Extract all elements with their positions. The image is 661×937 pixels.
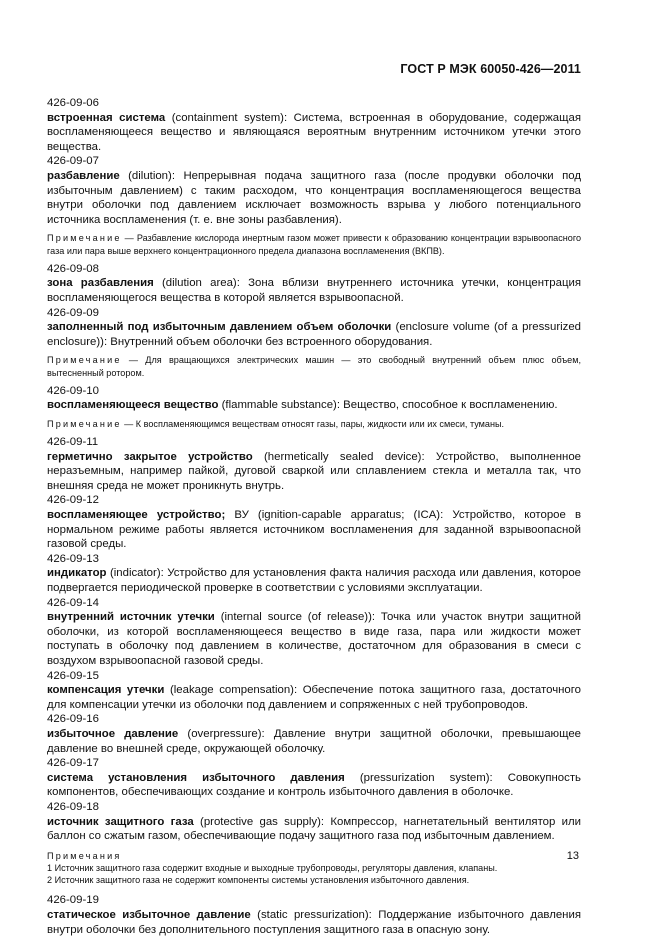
term-entry (47, 596, 581, 669)
term-title: источник защитного газа (47, 815, 194, 828)
term-definition (47, 508, 581, 552)
term-title: избыточное давление (47, 727, 179, 740)
page-number: 13 (566, 850, 579, 862)
term-title: внутренний источник утечки (47, 611, 215, 624)
term-entry (47, 893, 581, 937)
term-text: (containment system): Система, встроенная в оборудование, содержащая воспламеняющееся вещество и являющаяся вероятным внутренним источником утечки этого вещества. (47, 111, 581, 153)
term-title: система установления избыточного давления (47, 771, 345, 784)
term-title: статическое избыточное давление (47, 908, 251, 921)
term-number: 426-09-09 (47, 306, 99, 319)
term-text: (protective gas supply): Компрессор, нагнетательный вентилятор или баллон со сжатым газом, обеспечивающие подачу защитного газа под избыточным давлением. (47, 815, 581, 843)
term-definition (47, 169, 581, 227)
note-label: Примечание (47, 418, 122, 429)
term-entry (47, 756, 581, 800)
term-number: 426-09-13 (47, 552, 99, 565)
term-number: 426-09-12 (47, 494, 99, 507)
note-text: — Для вращающихся электрических машин — это свободный внутренний объем плюс объем, вытесненный ротором. (47, 355, 581, 378)
term-entry (47, 493, 581, 551)
terms-list (47, 96, 581, 937)
term-definition (47, 450, 581, 494)
term-definition (47, 683, 581, 712)
term-text: ВУ (ignition-capable apparatus; (ICA): Устройство, которое в нормальном режиме работы является источником воспламенения для заданной взрывоопасной газовой среды. (47, 509, 581, 551)
term-number: 426-09-11 (47, 436, 99, 449)
note-text: — К воспламеняющимся веществам относят газы, пары, жидкости или их смеси, туманы. (121, 418, 505, 429)
term-number: 426-09-16 (47, 713, 99, 726)
term-entry (47, 712, 581, 756)
term-entry (47, 262, 581, 306)
term-note (47, 232, 581, 256)
term-number: 426-09-08 (47, 262, 99, 275)
note-text: — Разбавление кислорода инертным газом может привести к образованию концентрации взрывоопасного газа или пара выше верхнего концентрационного предела диапазона воспламенения (ВКПВ). (47, 233, 581, 256)
term-title: зона разбавления (47, 277, 154, 290)
term-text: (flammable substance): Вещество, способное к воспламенению. (218, 399, 558, 412)
term-text: (dilution): Непрерывная подача защитного газа (после продувки оболочки под избыточным давлением) с таким расходом, что концентрация воспламеняющегося вещества внутри оболочки под давлением исключает возможность взрыва у любого потенциального источника воспламенения (т. е. вне зоны разбавления). (47, 169, 581, 226)
term-text: (enclosure volume (of a pressurized enclosure)): Внутренний объем оболочки без встроенного оборудования. (47, 321, 582, 348)
term-definition (47, 908, 581, 937)
term-note (47, 354, 581, 378)
term-number: 426-09-19 (47, 894, 99, 907)
term-title: встроенная система (47, 111, 166, 124)
term-entry (47, 384, 581, 430)
term-number: 426-09-18 (47, 800, 99, 813)
term-note (47, 418, 581, 430)
term-definition (47, 815, 581, 844)
term-text: (static pressurization): Поддержание избыточного давления внутри оболочки без дополнительного поступления защитного газа в опасную зону. (47, 908, 581, 936)
term-title: воспламеняющее устройство; (47, 509, 226, 522)
note-item: 1 Источник защитного газа содержит входные и выходные трубопроводы, регуляторы давления, клапаны. (47, 862, 498, 873)
term-title: воспламеняющееся вещество (47, 399, 219, 412)
term-title: индикатор (47, 567, 107, 580)
term-entry (47, 96, 581, 154)
term-title: заполненный под избыточным давлением объем оболочки (47, 321, 392, 334)
term-number: 426-09-17 (47, 757, 99, 770)
term-entry (47, 435, 581, 493)
term-title: разбавление (47, 169, 120, 182)
term-definition (47, 320, 581, 349)
term-text: (internal source (of release)): Точка или участок внутри защитной оболочки, из которой воспламеняющееся вещество в виде газа, пара или жидкости может поступать в оболочку под давлением в количестве, достаточном для образования в смеси с воздухом взрывоопасной газовой среды. (47, 611, 581, 668)
term-title: компенсация утечки (47, 684, 165, 697)
term-text: (leakage compensation): Обеспечение потока защитного газа, достаточного для компенсации утечки из оболочки под давлением и сопряженных с ней трубопроводов. (47, 684, 581, 711)
term-entry (47, 552, 581, 596)
term-definition (47, 610, 581, 668)
term-text: (indicator): Устройство для установления факта наличия расхода или давления, которое подвергается периодической проверке в соответствии с условиями эксплуатации. (47, 567, 581, 595)
term-text: (overpressure): Давление внутри защитной оболочки, превышающее давление во внешней среде, окружающей оболочку. (47, 727, 581, 755)
notes-label: Примечания (47, 850, 122, 861)
term-entry (47, 306, 581, 379)
term-title: герметично закрытое устройство (47, 450, 253, 463)
term-definition (47, 566, 581, 595)
term-text: (dilution area): Зона вблизи внутреннего источника утечки, концентрация воспламеняющегося вещества в которой является взрывоопасной. (47, 277, 581, 304)
note-label: Примечание (47, 355, 122, 366)
term-entry (47, 154, 581, 256)
term-definition (47, 276, 581, 305)
term-definition (47, 111, 581, 155)
term-number: 426-09-06 (47, 97, 99, 109)
note-label: Примечание (47, 233, 122, 244)
note-item: 2 Источник защитного газа не содержит компоненты системы установления избыточного давления. (47, 875, 470, 886)
term-text: (pressurization system): Совокупность компонентов, обеспечивающих создание и контроль избыточного давления в оболочке. (47, 771, 581, 799)
term-notes (47, 850, 581, 887)
term-text: (hermetically sealed device): Устройство, выполненное неразъемным, например пайкой, дуговой сваркой или сплавлением стекла и металла так, что внешняя среда не может проникнуть внутрь. (47, 450, 581, 492)
standard-header: ГОСТ Р МЭК 60050-426—2011 (400, 62, 581, 76)
term-definition (47, 771, 581, 800)
term-definition (47, 398, 581, 413)
term-number: 426-09-07 (47, 155, 99, 168)
term-number: 426-09-10 (47, 384, 99, 397)
term-definition (47, 727, 581, 756)
term-entry (47, 669, 581, 713)
term-entry (47, 800, 581, 886)
term-number: 426-09-14 (47, 596, 99, 609)
term-number: 426-09-15 (47, 669, 99, 682)
